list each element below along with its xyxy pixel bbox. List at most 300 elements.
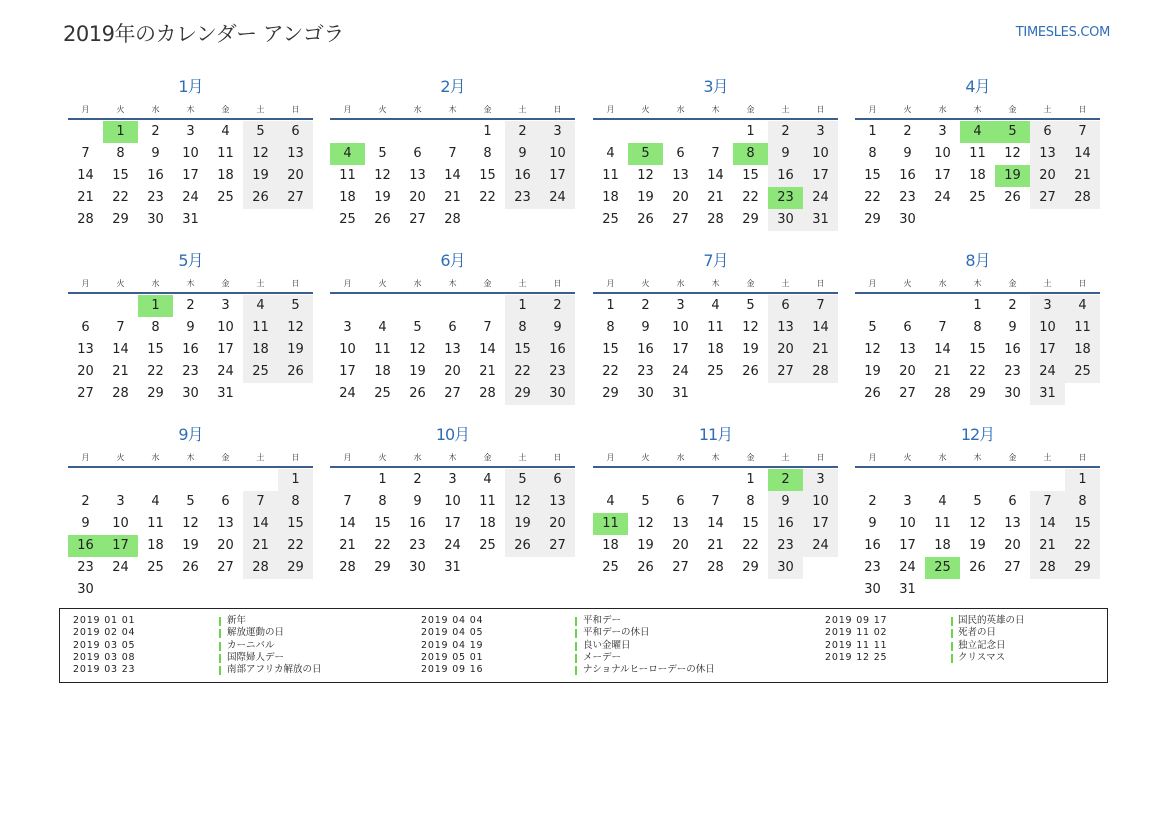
day-cell: 9 xyxy=(1008,320,1017,335)
day-cell: 23 xyxy=(147,190,164,205)
day-cell: 4 xyxy=(243,295,278,317)
day-cell: 6 xyxy=(221,494,230,509)
empty-cell xyxy=(925,469,960,491)
day-cell: 11 xyxy=(339,168,356,183)
weekday-header xyxy=(68,278,313,290)
weekday-label: 月 xyxy=(606,105,615,114)
weekday-header xyxy=(330,452,575,464)
month-name: 2月 xyxy=(440,77,465,96)
day-grid xyxy=(68,121,313,231)
holiday-marker xyxy=(951,629,953,638)
empty-cell xyxy=(593,469,628,491)
day-cell: 18 xyxy=(707,342,724,357)
day-cell: 19 xyxy=(374,190,391,205)
day-cell: 25 xyxy=(707,364,724,379)
day-cell: 21 xyxy=(707,538,724,553)
day-cell: 9 xyxy=(768,143,803,165)
day-cell: 31 xyxy=(803,209,838,231)
header-rule xyxy=(330,292,575,294)
day-cell: 14 xyxy=(803,317,838,339)
day-cell: 30 xyxy=(1004,386,1021,401)
day-cell: 1 xyxy=(746,472,755,487)
empty-cell xyxy=(855,469,890,491)
day-cell: 8 xyxy=(378,494,387,509)
day-cell: 1 xyxy=(483,124,492,139)
day-cell: 26 xyxy=(864,386,881,401)
header-rule xyxy=(593,292,838,294)
holiday-row xyxy=(421,627,751,639)
day-cell: 9 xyxy=(505,143,540,165)
month-name: 4月 xyxy=(965,77,990,96)
day-cell: 12 xyxy=(864,342,881,357)
month-12 xyxy=(855,422,1100,597)
empty-cell xyxy=(330,121,365,143)
holiday-column xyxy=(825,615,1155,664)
holiday-column xyxy=(421,615,751,676)
day-cell: 2 xyxy=(81,494,90,509)
day-cell: 24 xyxy=(339,386,356,401)
weekday-label: 日 xyxy=(1078,453,1087,462)
weekday-label: 水 xyxy=(676,105,685,114)
day-cell: 27 xyxy=(1004,560,1021,575)
day-cell: 17 xyxy=(803,513,838,535)
day-cell: 24 xyxy=(803,535,838,557)
day-cell: 11 xyxy=(217,146,234,161)
weekday-label: 金 xyxy=(1008,279,1017,288)
month-1 xyxy=(68,74,313,239)
holiday-name: 南部アフリカ解放の日 xyxy=(227,664,322,676)
day-cell: 24 xyxy=(899,560,916,575)
day-cell: 30 xyxy=(409,560,426,575)
day-cell: 17 xyxy=(934,168,951,183)
holiday-name: 国民的英雄の日 xyxy=(958,615,1025,626)
day-cell: 6 xyxy=(448,320,457,335)
day-cell: 31 xyxy=(217,386,234,401)
day-cell: 16 xyxy=(409,516,426,531)
holiday-row xyxy=(825,640,1155,652)
day-cell: 20 xyxy=(899,364,916,379)
weekday-label: 火 xyxy=(641,453,650,462)
weekday-label: 土 xyxy=(256,279,265,288)
day-grid xyxy=(855,469,1100,601)
day-cell: 19 xyxy=(278,339,313,361)
day-cell: 10 xyxy=(899,516,916,531)
empty-cell xyxy=(628,121,663,143)
day-cell: 20 xyxy=(672,538,689,553)
day-cell: 18 xyxy=(374,364,391,379)
day-cell: 15 xyxy=(374,516,391,531)
day-cell: 27 xyxy=(77,386,94,401)
day-cell: 22 xyxy=(479,190,496,205)
day-cell: 8 xyxy=(868,146,877,161)
holiday-name: 解放運動の日 xyxy=(227,627,285,639)
holiday-date: 2019 03 05 xyxy=(73,639,136,651)
day-cell: 14 xyxy=(243,513,278,535)
month-3 xyxy=(593,74,838,239)
day-cell: 30 xyxy=(182,386,199,401)
day-cell: 15 xyxy=(742,516,759,531)
site-brand-link[interactable]: TIMESLES.COM xyxy=(1015,25,1110,40)
month-name: 11月 xyxy=(698,425,733,444)
day-cell: 6 xyxy=(768,295,803,317)
weekday-label: 土 xyxy=(781,453,790,462)
weekday-label: 木 xyxy=(186,105,195,114)
day-cell: 16 xyxy=(768,165,803,187)
weekday-label: 土 xyxy=(781,105,790,114)
holiday-day-cell: 2 xyxy=(768,469,803,491)
day-cell: 4 xyxy=(483,472,492,487)
day-cell: 10 xyxy=(672,320,689,335)
day-cell: 21 xyxy=(479,364,496,379)
day-cell: 23 xyxy=(540,361,575,383)
day-cell: 24 xyxy=(803,187,838,209)
empty-cell xyxy=(890,469,925,491)
day-cell: 12 xyxy=(182,516,199,531)
day-cell: 1 xyxy=(973,298,982,313)
day-cell: 14 xyxy=(339,516,356,531)
day-cell: 2 xyxy=(641,298,650,313)
day-cell: 29 xyxy=(112,212,129,227)
day-cell: 7 xyxy=(81,146,90,161)
day-cell: 27 xyxy=(217,560,234,575)
day-cell: 15 xyxy=(969,342,986,357)
day-cell: 12 xyxy=(1004,146,1021,161)
day-cell: 21 xyxy=(444,190,461,205)
holiday-day-cell: 19 xyxy=(995,165,1030,187)
weekday-label: 金 xyxy=(483,279,492,288)
day-cell: 23 xyxy=(1004,364,1021,379)
weekday-label: 土 xyxy=(518,105,527,114)
holiday-row xyxy=(421,652,751,664)
holiday-row xyxy=(73,640,403,652)
day-cell: 26 xyxy=(1004,190,1021,205)
page-title: 2019年のカレンダー アンゴラ xyxy=(63,22,344,46)
holiday-date: 2019 04 05 xyxy=(421,627,484,639)
day-cell: 3 xyxy=(1030,295,1065,317)
day-cell: 4 xyxy=(711,298,720,313)
day-cell: 21 xyxy=(339,538,356,553)
day-cell: 9 xyxy=(81,516,90,531)
day-cell: 8 xyxy=(116,146,125,161)
weekday-label: 木 xyxy=(711,453,720,462)
day-cell: 14 xyxy=(77,168,94,183)
weekday-label: 火 xyxy=(903,453,912,462)
holiday-name: 死者の日 xyxy=(958,627,997,639)
day-cell: 30 xyxy=(637,386,654,401)
holiday-marker xyxy=(219,666,221,675)
day-cell: 27 xyxy=(278,187,313,209)
day-cell: 11 xyxy=(374,342,391,357)
day-cell: 6 xyxy=(1008,494,1017,509)
day-cell: 3 xyxy=(221,298,230,313)
day-cell: 6 xyxy=(676,494,685,509)
weekday-label: 日 xyxy=(553,453,562,462)
day-cell: 5 xyxy=(413,320,422,335)
day-cell: 8 xyxy=(505,317,540,339)
day-cell: 18 xyxy=(602,538,619,553)
day-cell: 26 xyxy=(243,187,278,209)
day-cell: 9 xyxy=(768,491,803,513)
day-cell: 14 xyxy=(707,516,724,531)
day-cell: 1 xyxy=(868,124,877,139)
empty-cell xyxy=(628,469,663,491)
day-cell: 13 xyxy=(768,317,803,339)
weekday-label: 水 xyxy=(938,279,947,288)
holiday-list xyxy=(59,608,1108,683)
day-cell: 14 xyxy=(1065,143,1100,165)
day-cell: 11 xyxy=(602,168,619,183)
holiday-day-cell: 11 xyxy=(593,513,628,535)
day-cell: 4 xyxy=(221,124,230,139)
day-cell: 27 xyxy=(540,535,575,557)
day-cell: 12 xyxy=(409,342,426,357)
weekday-label: 日 xyxy=(291,453,300,462)
weekday-label: 月 xyxy=(81,279,90,288)
day-cell: 3 xyxy=(938,124,947,139)
day-cell: 16 xyxy=(1004,342,1021,357)
weekday-header xyxy=(330,104,575,116)
day-cell: 24 xyxy=(934,190,951,205)
day-cell: 10 xyxy=(540,143,575,165)
day-cell: 22 xyxy=(112,190,129,205)
day-cell: 24 xyxy=(540,187,575,209)
day-cell: 11 xyxy=(147,516,164,531)
weekday-label: 金 xyxy=(483,453,492,462)
day-cell: 16 xyxy=(540,339,575,361)
day-cell: 9 xyxy=(540,317,575,339)
header-rule xyxy=(855,118,1100,120)
weekday-label: 土 xyxy=(1043,453,1052,462)
month-name: 12月 xyxy=(960,425,995,444)
day-cell: 25 xyxy=(147,560,164,575)
day-cell: 1 xyxy=(606,298,615,313)
day-cell: 28 xyxy=(339,560,356,575)
day-cell: 16 xyxy=(864,538,881,553)
weekday-label: 土 xyxy=(1043,105,1052,114)
day-cell: 31 xyxy=(182,212,199,227)
day-cell: 28 xyxy=(707,212,724,227)
weekday-label: 土 xyxy=(256,105,265,114)
empty-cell xyxy=(698,121,733,143)
day-cell: 21 xyxy=(112,364,129,379)
day-cell: 12 xyxy=(637,516,654,531)
weekday-label: 水 xyxy=(413,453,422,462)
header-rule xyxy=(68,292,313,294)
weekday-label: 土 xyxy=(781,279,790,288)
day-cell: 29 xyxy=(147,386,164,401)
weekday-label: 日 xyxy=(816,279,825,288)
day-cell: 18 xyxy=(217,168,234,183)
day-cell: 9 xyxy=(186,320,195,335)
empty-cell xyxy=(890,295,925,317)
holiday-date: 2019 05 01 xyxy=(421,651,484,663)
holiday-day-cell: 4 xyxy=(960,121,995,143)
day-cell: 6 xyxy=(903,320,912,335)
day-cell: 1 xyxy=(1065,469,1100,491)
day-cell: 25 xyxy=(479,538,496,553)
weekday-label: 木 xyxy=(448,105,457,114)
day-cell: 9 xyxy=(413,494,422,509)
day-cell: 28 xyxy=(707,560,724,575)
day-cell: 7 xyxy=(448,146,457,161)
holiday-date: 2019 04 19 xyxy=(421,639,484,651)
day-cell: 18 xyxy=(1065,339,1100,361)
weekday-label: 月 xyxy=(343,453,352,462)
day-cell: 5 xyxy=(278,295,313,317)
day-cell: 22 xyxy=(864,190,881,205)
holiday-date: 2019 01 01 xyxy=(73,615,136,626)
empty-cell xyxy=(173,469,208,491)
weekday-label: 火 xyxy=(116,453,125,462)
day-cell: 20 xyxy=(1004,538,1021,553)
header-rule xyxy=(68,466,313,468)
weekday-label: 火 xyxy=(903,279,912,288)
day-cell: 13 xyxy=(899,342,916,357)
day-cell: 10 xyxy=(182,146,199,161)
day-cell: 13 xyxy=(409,168,426,183)
weekday-label: 木 xyxy=(973,279,982,288)
day-cell: 2 xyxy=(868,494,877,509)
day-cell: 30 xyxy=(77,582,94,597)
holiday-marker xyxy=(575,654,577,663)
empty-cell xyxy=(925,295,960,317)
weekday-label: 金 xyxy=(221,453,230,462)
day-cell: 19 xyxy=(409,364,426,379)
holiday-day-cell: 16 xyxy=(68,535,103,557)
day-cell: 21 xyxy=(934,364,951,379)
month-name: 9月 xyxy=(178,425,203,444)
weekday-label: 金 xyxy=(746,279,755,288)
day-cell: 19 xyxy=(637,190,654,205)
weekday-label: 日 xyxy=(816,453,825,462)
day-cell: 22 xyxy=(505,361,540,383)
day-grid xyxy=(330,295,575,405)
day-cell: 27 xyxy=(672,560,689,575)
holiday-date: 2019 11 02 xyxy=(825,627,888,639)
day-cell: 16 xyxy=(505,165,540,187)
day-cell: 7 xyxy=(483,320,492,335)
month-2 xyxy=(330,74,575,239)
empty-cell xyxy=(400,121,435,143)
header-rule xyxy=(855,292,1100,294)
day-grid xyxy=(593,121,838,231)
empty-cell xyxy=(365,295,400,317)
weekday-label: 月 xyxy=(868,279,877,288)
day-cell: 16 xyxy=(147,168,164,183)
day-cell: 23 xyxy=(864,560,881,575)
weekday-label: 金 xyxy=(483,105,492,114)
day-cell: 12 xyxy=(969,516,986,531)
day-cell: 3 xyxy=(448,472,457,487)
day-cell: 22 xyxy=(278,535,313,557)
holiday-row xyxy=(73,627,403,639)
day-cell: 3 xyxy=(676,298,685,313)
day-cell: 6 xyxy=(1030,121,1065,143)
day-cell: 8 xyxy=(483,146,492,161)
holiday-name: クリスマス xyxy=(958,651,1006,663)
day-cell: 12 xyxy=(637,168,654,183)
day-cell: 12 xyxy=(243,143,278,165)
day-cell: 1 xyxy=(378,472,387,487)
day-cell: 18 xyxy=(934,538,951,553)
weekday-label: 木 xyxy=(186,279,195,288)
day-cell: 6 xyxy=(81,320,90,335)
day-cell: 27 xyxy=(1030,187,1065,209)
day-cell: 26 xyxy=(637,212,654,227)
day-cell: 13 xyxy=(1004,516,1021,531)
weekday-label: 土 xyxy=(1043,279,1052,288)
weekday-label: 火 xyxy=(378,453,387,462)
day-cell: 12 xyxy=(742,320,759,335)
day-cell: 4 xyxy=(378,320,387,335)
day-cell: 11 xyxy=(243,317,278,339)
day-cell: 24 xyxy=(182,190,199,205)
month-name: 3月 xyxy=(703,77,728,96)
day-cell: 15 xyxy=(742,168,759,183)
day-cell: 8 xyxy=(1065,491,1100,513)
day-cell: 5 xyxy=(973,494,982,509)
month-9 xyxy=(68,422,313,597)
holiday-name: ナショナルヒーローデーの休日 xyxy=(583,664,715,676)
day-cell: 15 xyxy=(505,339,540,361)
day-cell: 17 xyxy=(339,364,356,379)
day-grid xyxy=(855,121,1100,231)
holiday-day-cell: 5 xyxy=(628,143,663,165)
day-cell: 29 xyxy=(742,560,759,575)
day-cell: 3 xyxy=(343,320,352,335)
weekday-label: 火 xyxy=(116,279,125,288)
day-cell: 22 xyxy=(602,364,619,379)
day-cell: 19 xyxy=(505,513,540,535)
holiday-marker xyxy=(219,642,221,651)
day-cell: 13 xyxy=(540,491,575,513)
day-cell: 10 xyxy=(339,342,356,357)
holiday-marker xyxy=(575,666,577,675)
day-cell: 10 xyxy=(803,143,838,165)
day-cell: 12 xyxy=(505,491,540,513)
month-6 xyxy=(330,248,575,413)
header-rule xyxy=(593,118,838,120)
day-cell: 2 xyxy=(186,298,195,313)
day-cell: 6 xyxy=(278,121,313,143)
month-name: 5月 xyxy=(178,251,203,270)
holiday-day-cell: 23 xyxy=(768,187,803,209)
day-cell: 23 xyxy=(899,190,916,205)
day-cell: 3 xyxy=(803,469,838,491)
weekday-label: 水 xyxy=(151,105,160,114)
day-cell: 20 xyxy=(217,538,234,553)
day-cell: 3 xyxy=(803,121,838,143)
day-cell: 23 xyxy=(409,538,426,553)
day-cell: 1 xyxy=(746,124,755,139)
day-cell: 14 xyxy=(444,168,461,183)
day-cell: 1 xyxy=(505,295,540,317)
day-cell: 23 xyxy=(77,560,94,575)
weekday-label: 水 xyxy=(938,105,947,114)
day-cell: 25 xyxy=(602,212,619,227)
day-grid xyxy=(330,121,575,231)
day-cell: 20 xyxy=(409,190,426,205)
day-cell: 29 xyxy=(505,383,540,405)
day-cell: 29 xyxy=(278,557,313,579)
day-cell: 2 xyxy=(540,295,575,317)
day-cell: 18 xyxy=(602,190,619,205)
day-cell: 19 xyxy=(969,538,986,553)
weekday-label: 水 xyxy=(676,453,685,462)
empty-cell xyxy=(330,295,365,317)
empty-cell xyxy=(103,295,138,317)
weekday-label: 水 xyxy=(413,105,422,114)
